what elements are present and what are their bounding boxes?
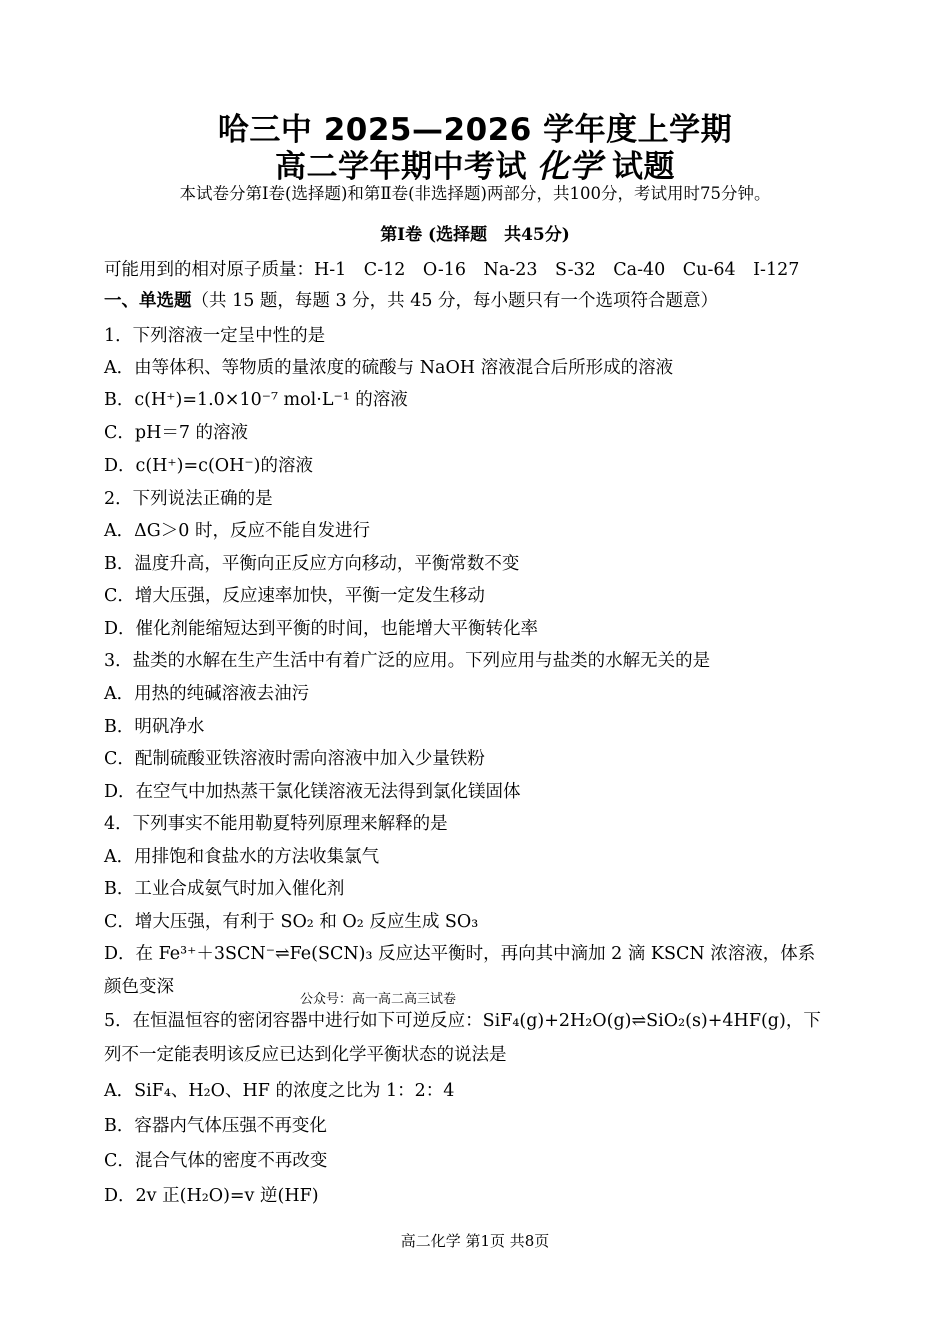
part-heading-note: （共 15 题，每题 3 分，共 45 分，每小题只有一个选项符合题意） — [191, 291, 719, 311]
q3-option-d: D．在空气中加热蒸干氯化镁溶液无法得到氯化镁固体 — [104, 782, 521, 802]
section-heading: 第Ⅰ卷 (选择题 共45分) — [380, 225, 570, 245]
exam-intro: 本试卷分第Ⅰ卷(选择题)和第Ⅱ卷(非选择题)两部分，共100分，考试用时75分钟。 — [179, 184, 771, 203]
q1-option-b: B．c(H⁺)=1.0×10⁻⁷ mol·L⁻¹ 的溶液 — [104, 390, 408, 410]
page-footer: 高二化学 第1页 共8页 — [400, 1232, 550, 1250]
q3-option-b: B．明矾净水 — [104, 717, 205, 737]
title-suffix: 试题 — [612, 149, 675, 185]
q2-option-a: A．ΔG＞0 时，反应不能自发进行 — [104, 521, 370, 541]
q4-option-d-line2: 颜色变深 — [104, 977, 174, 997]
part-heading-label: 一、单选题 — [104, 291, 192, 311]
q2-option-c: C．增大压强，反应速率加快，平衡一定发生移动 — [104, 586, 485, 606]
q5-stem-line2: 列不一定能表明该反应已达到化学平衡状态的说法是 — [104, 1045, 507, 1065]
exam-title-line1: 哈三中 2025—2026 学年度上学期 — [217, 112, 733, 148]
q5-option-a: A．SiF₄、H₂O、HF 的浓度之比为 1：2：4 — [104, 1081, 455, 1101]
q5-option-d: D．2v 正(H₂O)=v 逆(HF) — [104, 1186, 319, 1206]
q1-stem: 1．下列溶液一定呈中性的是 — [104, 326, 326, 346]
q1-option-c: C．pH＝7 的溶液 — [104, 423, 249, 443]
q4-option-a: A．用排饱和食盐水的方法收集氯气 — [104, 847, 380, 867]
q4-option-d-line1: D．在 Fe³⁺＋3SCN⁻⇌Fe(SCN)₃ 反应达平衡时，再向其中滴加 2 滴 KSCN 浓溶液，体系 — [104, 944, 816, 964]
title-subject: 化学 — [536, 147, 602, 185]
q4-option-c: C．增大压强，有利于 SO₂ 和 O₂ 反应生成 SO₃ — [104, 912, 479, 932]
q5-stem-line1: 5．在恒温恒容的密闭容器中进行如下可逆反应：SiF₄(g)+2H₂O(g)⇌SiO₂(s)+4HF(g)，下 — [104, 1011, 821, 1031]
part-heading — [104, 290, 718, 312]
atomic-mass-line: 可能用到的相对原子质量：H-1 C-12 O-16 Na-23 S-32 Ca-40 Cu-64 I-127 — [104, 260, 800, 280]
q4-option-b: B．工业合成氨气时加入催化剂 — [104, 879, 345, 899]
q1-option-a: A．由等体积、等物质的量浓度的硫酸与 NaOH 溶液混合后所形成的溶液 — [104, 358, 674, 378]
q2-option-b: B．温度升高，平衡向正反应方向移动，平衡常数不变 — [104, 554, 520, 574]
q1-option-d: D．c(H⁺)=c(OH⁻)的溶液 — [104, 456, 313, 476]
q5-option-b: B．容器内气体压强不再变化 — [104, 1116, 327, 1136]
q4-stem: 4．下列事实不能用勒夏特列原理来解释的是 — [104, 814, 448, 834]
q3-stem: 3．盐类的水解在生产生活中有着广泛的应用。下列应用与盐类的水解无关的是 — [104, 651, 711, 671]
q5-option-c: C．混合气体的密度不再改变 — [104, 1151, 328, 1171]
watermark-text: 公众号：高一高二高三试卷 — [300, 992, 457, 1007]
q2-option-d: D．催化剂能缩短达到平衡的时间，也能增大平衡转化率 — [104, 619, 539, 639]
title-prefix: 高二学年期中考试 — [274, 149, 527, 185]
q3-option-c: C．配制硫酸亚铁溶液时需向溶液中加入少量铁粉 — [104, 749, 485, 769]
q3-option-a: A．用热的纯碱溶液去油污 — [104, 684, 310, 704]
q2-stem: 2．下列说法正确的是 — [104, 489, 273, 509]
